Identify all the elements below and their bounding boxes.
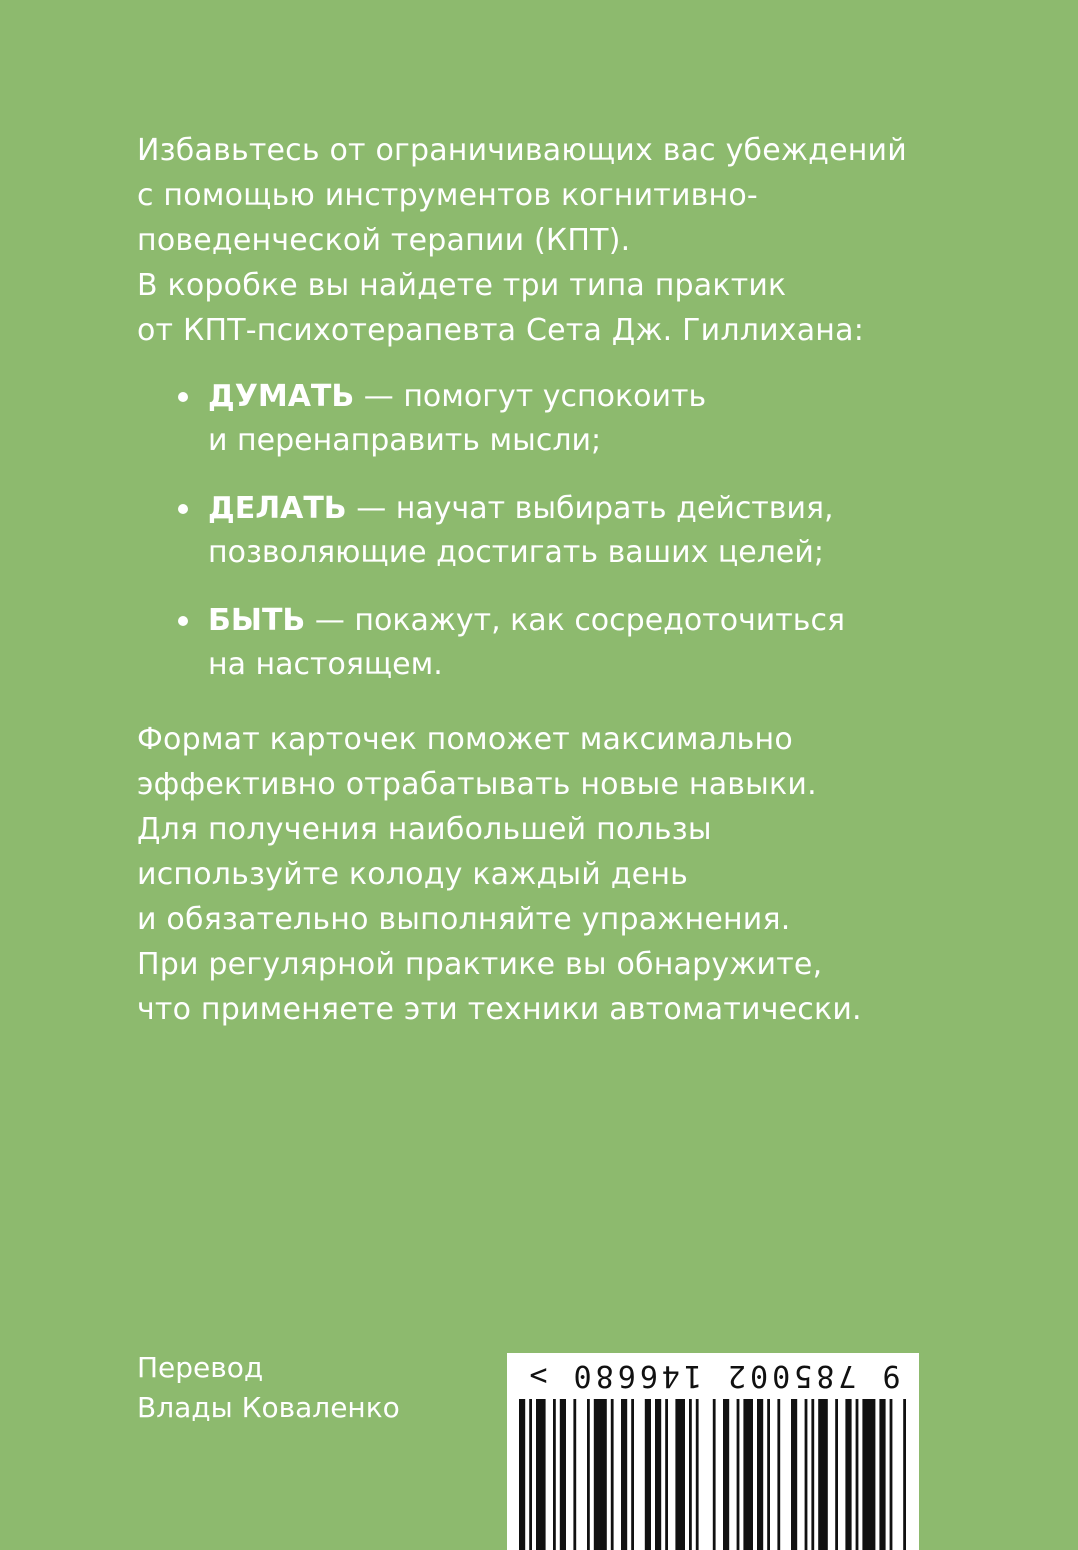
barcode-bar <box>835 1399 838 1550</box>
barcode-digits: 9 785002 146680 > <box>525 1358 901 1393</box>
barcode-bar <box>519 1399 525 1550</box>
barcode-bar <box>737 1399 740 1550</box>
practice-description: — помогут успокоить <box>354 379 707 414</box>
barcode-bar <box>665 1399 668 1550</box>
barcode-bar <box>536 1399 546 1550</box>
barcode-bar <box>621 1399 627 1550</box>
barcode-bar <box>587 1399 590 1550</box>
barcode-bar <box>757 1399 763 1550</box>
bullet-dot-icon <box>178 616 188 626</box>
outro-line: эффективно отрабатывать новые навыки. <box>137 767 817 802</box>
outro-line: используйте колоду каждый день <box>137 857 689 892</box>
outro-line: Формат карточек поможет максимально <box>137 722 793 757</box>
practice-description: на настоящем. <box>208 647 443 682</box>
barcode-bar <box>791 1399 797 1550</box>
translator-name: Влады Коваленко <box>137 1391 400 1424</box>
isbn-barcode <box>507 1353 919 1550</box>
barcode-bar <box>879 1399 885 1550</box>
barcode-bar <box>611 1399 614 1550</box>
barcode-bar <box>560 1399 566 1550</box>
barcode-bar <box>818 1399 828 1550</box>
barcode-bar <box>845 1399 851 1550</box>
practice-description: — научат выбирать действия, <box>346 491 834 526</box>
intro-line: с помощью инструментов когнитивно- <box>137 178 758 213</box>
barcode-bar <box>573 1399 576 1550</box>
barcode-bar <box>696 1399 699 1550</box>
intro-paragraph <box>137 128 957 353</box>
practice-term: ДУМАТЬ <box>208 379 355 414</box>
practice-description: позволяющие достигать ваших целей; <box>208 535 824 570</box>
outro-line: При регулярной практике вы обнаружите, <box>137 947 823 982</box>
practice-item-do <box>137 487 957 575</box>
practice-item-think <box>137 375 957 463</box>
barcode-bar <box>553 1399 556 1550</box>
practice-item-be <box>137 599 957 687</box>
outro-line: Для получения наибольшей пользы <box>137 812 712 847</box>
barcode-bar <box>645 1399 651 1550</box>
barcode-bar <box>723 1399 729 1550</box>
barcode-bar <box>777 1399 780 1550</box>
barcode-bar <box>903 1399 906 1550</box>
barcode-bar <box>811 1399 814 1550</box>
back-cover-text <box>137 128 957 1032</box>
barcode-bar <box>862 1399 875 1550</box>
intro-line: В коробке вы найдете три типа практик <box>137 268 787 303</box>
barcode-bar <box>805 1399 808 1550</box>
outro-line: что применяете эти техники автоматически. <box>137 992 862 1027</box>
barcode-bar <box>529 1399 532 1550</box>
barcode-bar <box>743 1399 753 1550</box>
intro-line: Избавьтесь от ограничивающих вас убеждений <box>137 133 907 168</box>
barcode-bar <box>675 1399 685 1550</box>
intro-line: поведенческой терапии (КПТ). <box>137 223 631 258</box>
barcode-bar <box>594 1399 607 1550</box>
practice-description: — покажут, как сосредоточиться <box>305 603 846 638</box>
barcode-bar <box>890 1399 893 1550</box>
intro-line: от КПТ-психотерапевта Сета Дж. Гиллихана: <box>137 313 865 348</box>
outro-line: и обязательно выполняйте упражнения. <box>137 902 791 937</box>
practice-term: БЫТЬ <box>208 603 306 638</box>
practice-list <box>137 375 957 687</box>
barcode-bar <box>713 1399 716 1550</box>
credit-label: Перевод <box>137 1351 264 1384</box>
practice-term: ДЕЛАТЬ <box>208 491 347 526</box>
translator-credit <box>137 1348 400 1428</box>
practice-description: и перенаправить мысли; <box>208 423 602 458</box>
bullet-dot-icon <box>178 392 188 402</box>
barcode-bar <box>856 1399 859 1550</box>
outro-paragraph <box>137 717 957 1032</box>
bullet-dot-icon <box>178 504 188 514</box>
barcode-bar <box>689 1399 692 1550</box>
barcode-bar <box>631 1399 634 1550</box>
barcode-bar <box>655 1399 661 1550</box>
barcode-bar <box>767 1399 770 1550</box>
